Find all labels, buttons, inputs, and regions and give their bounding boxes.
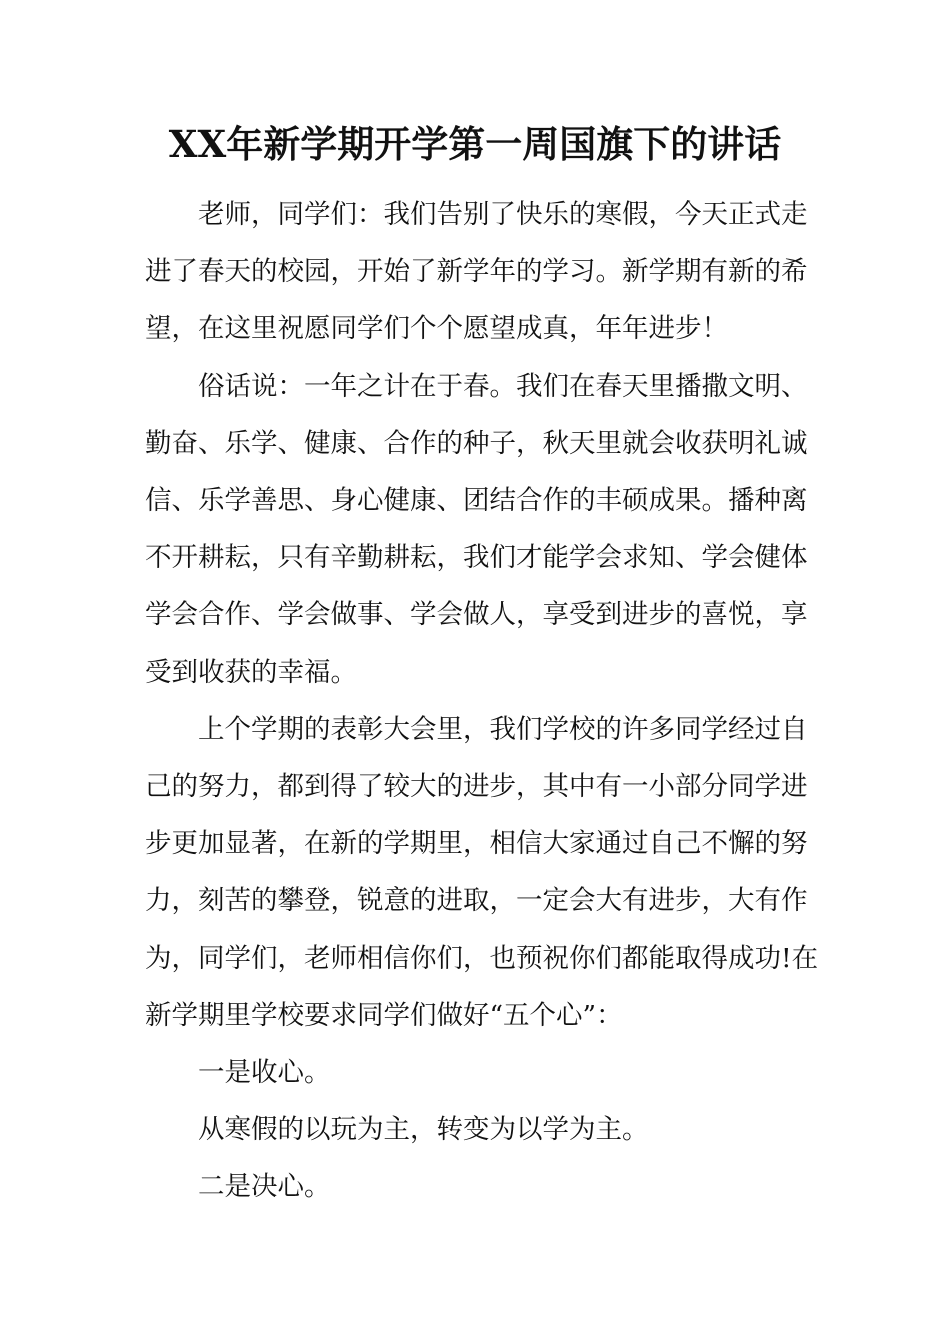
text-line: 勤奋、乐学、健康、合作的种子，秋天里就会收获明礼诚 <box>145 427 808 459</box>
text-line: 为，同学们，老师相信你们，也预祝你们都能取得成功!在 <box>145 942 819 974</box>
paragraph-last-semester <box>145 701 819 1044</box>
paragraph-point-one <box>145 1044 810 1101</box>
text-line: 步更加显著，在新的学期里，相信大家通过自己不懈的努 <box>145 828 808 860</box>
text-line: 二是决心。 <box>198 1171 331 1203</box>
text-line: 新学期里学校要求同学们做好“五个心”： <box>145 999 623 1031</box>
paragraph-point-two <box>145 1158 810 1215</box>
paragraph-greeting <box>145 186 810 358</box>
text-line: 一是收心。 <box>198 1057 331 1089</box>
text-line: 进了春天的校园，开始了新学年的学习。新学期有新的希 <box>145 256 808 288</box>
text-line: 望，在这里祝愿同学们个个愿望成真，年年进步！ <box>145 313 728 345</box>
text-line: 己的努力，都到得了较大的进步，其中有一小部分同学进 <box>145 771 808 803</box>
text-line: 信、乐学善思、身心健康、团结合作的丰硕成果。播种离 <box>145 485 808 517</box>
text-line: 力，刻苦的攀登，锐意的进取，一定会大有进步，大有作 <box>145 885 808 917</box>
text-line: 老师，同学们：我们告别了快乐的寒假，今天正式走 <box>198 199 808 230</box>
text-line: 受到收获的幸福。 <box>145 656 357 688</box>
text-line: 不开耕耘，只有辛勤耕耘，我们才能学会求知、学会健体 <box>145 542 808 574</box>
document-body <box>145 186 819 1216</box>
text-line: 学会合作、学会做事、学会做人，享受到进步的喜悦，享 <box>145 599 808 631</box>
text-line: 从寒假的以玩为主，转变为以学为主。 <box>198 1114 649 1146</box>
paragraph-point-one-detail <box>145 1101 810 1158</box>
text-line: 俗话说：一年之计在于春。我们在春天里播撒文明、 <box>198 370 808 402</box>
paragraph-proverb <box>145 358 810 701</box>
document-title: XX年新学期开学第一周国旗下的讲话 <box>168 122 782 166</box>
text-line: 上个学期的表彰大会里，我们学校的许多同学经过自 <box>198 713 808 745</box>
